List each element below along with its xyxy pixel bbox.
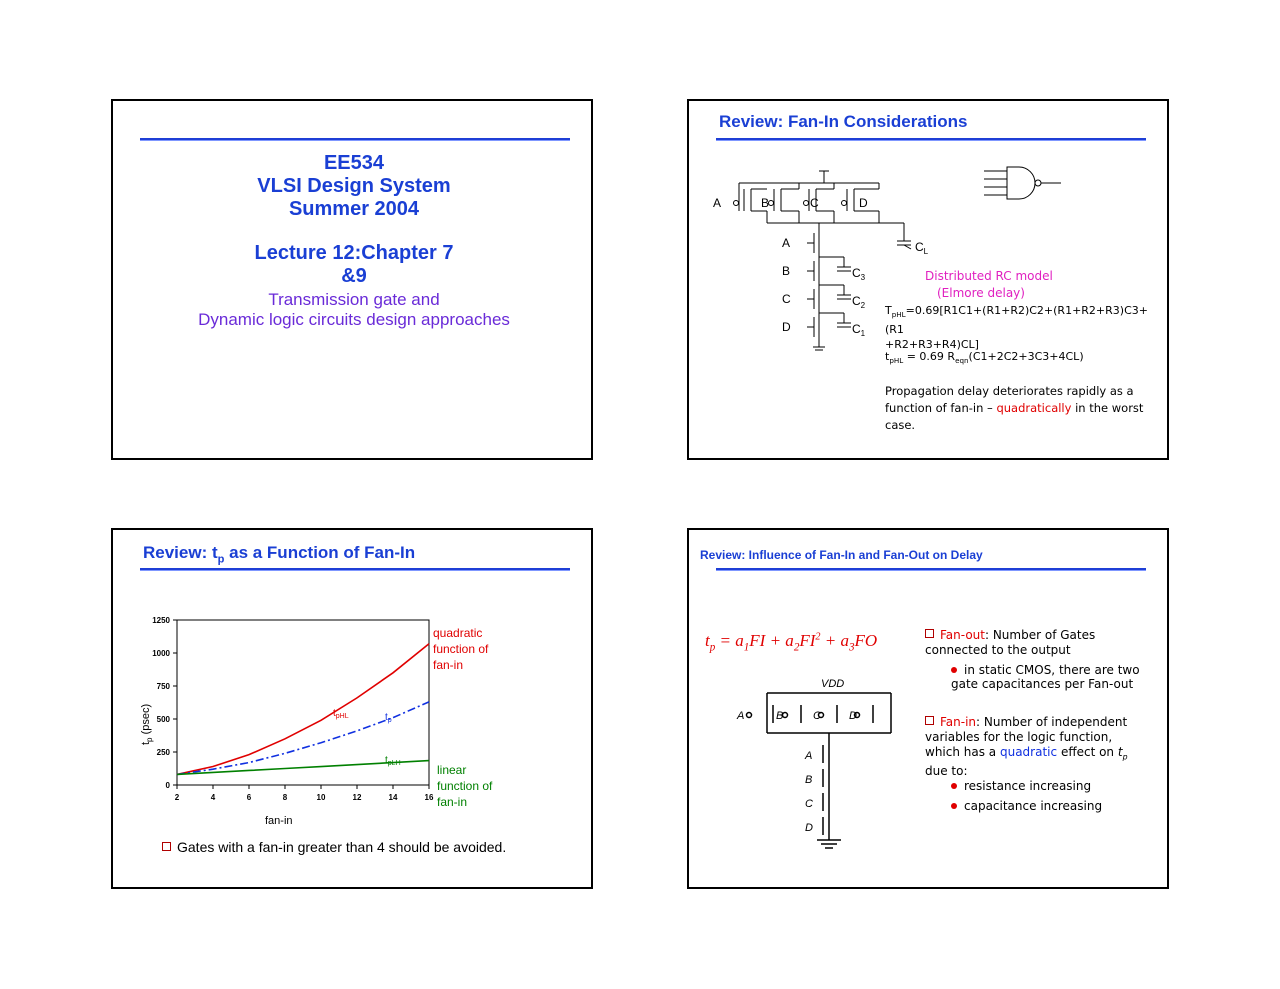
input-a-top: A xyxy=(737,710,745,722)
fanin-subbullet-1: resistance increasing xyxy=(951,779,1091,793)
fanout-subbullet: in static CMOS, there are two gate capacitances per Fan-out xyxy=(951,663,1140,691)
y-tick-label: 250 xyxy=(156,748,170,757)
slide4-title: Review: Influence of Fan-In and Fan-Out on Delay xyxy=(700,548,983,562)
annotation-quadratic: quadratic function of fan-in xyxy=(433,626,489,672)
title-rule xyxy=(716,138,1146,141)
subtitle-line1: Transmission gate and xyxy=(268,290,440,309)
dot-bullet-icon xyxy=(951,667,957,673)
label-cl: $C_L$ xyxy=(915,240,929,256)
title-rule xyxy=(716,568,1146,571)
avoid-note: Gates with a fan-in greater than 4 should be avoided. xyxy=(162,839,506,855)
input-b-bottom: B xyxy=(805,774,813,786)
series-label-tplh: $t_{pLH}$ xyxy=(385,755,401,767)
x-tick-label: 4 xyxy=(210,793,216,802)
x-tick-label: 8 xyxy=(282,793,288,802)
label-b-pmos: B xyxy=(761,196,770,210)
label-b-nmos: B xyxy=(782,264,791,278)
y-tick-label: 750 xyxy=(156,682,170,691)
label-d-pmos: D xyxy=(859,196,868,210)
dot-bullet-icon xyxy=(951,803,957,809)
lecture-line1: Lecture 12:Chapter 7 xyxy=(254,242,454,264)
x-tick-label: 14 xyxy=(388,793,398,802)
fanin-subbullet-2: capacitance increasing xyxy=(951,799,1102,813)
square-bullet-icon xyxy=(925,716,934,725)
slide-tp-vs-fanin xyxy=(111,528,593,889)
label-d-nmos: D xyxy=(782,320,791,334)
model-sublabel: (Elmore delay) xyxy=(937,286,1025,300)
input-c-top: C xyxy=(813,710,821,722)
propagation-delay-note: Propagation delay deteriorates rapidly as a function of fan-in – quadratically in the worst case. xyxy=(885,384,1144,432)
input-d-top: D xyxy=(849,710,857,722)
series-label-tphl: $t_{pHL}$ xyxy=(333,708,349,720)
course-term: Summer 2004 xyxy=(288,198,420,220)
y-tick-label: 0 xyxy=(165,781,170,790)
x-tick-label: 6 xyxy=(246,793,252,802)
checkbox-bullet-icon xyxy=(162,842,171,851)
model-label: Distributed RC model xyxy=(925,269,1053,283)
chart-xlabel: fan-in xyxy=(265,815,293,827)
y-tick-label: 1000 xyxy=(152,649,170,658)
label-c-pmos: C xyxy=(810,196,819,210)
y-tick-label: 500 xyxy=(156,715,170,724)
tphl-short-formula: $t_{pHL} = 0.69$ $R_{eqn}(C1+2C2+3C3+4CL)$ xyxy=(885,350,1084,366)
x-tick-label: 16 xyxy=(424,793,434,802)
delay-formula: $t_p = a_1FI + a_2FI^2 + a_3FO$ xyxy=(705,631,878,654)
x-tick-label: 10 xyxy=(316,793,326,802)
vdd-label: VDD xyxy=(821,678,845,690)
slide-title xyxy=(111,99,593,460)
label-c-nmos: C xyxy=(782,292,791,306)
slide-fanin-fanout-delay xyxy=(687,528,1169,889)
input-c-bottom: C xyxy=(805,798,813,810)
subtitle-line2: Dynamic logic circuits design approaches xyxy=(198,310,510,329)
square-bullet-icon xyxy=(925,629,934,638)
dot-bullet-icon xyxy=(951,783,957,789)
slide2-title: Review: Fan-In Considerations xyxy=(719,112,968,131)
slide3-title: Review: $t_p$ as a Function of Fan-In xyxy=(143,543,416,566)
label-a-nmos: A xyxy=(782,236,791,250)
input-b-top: B xyxy=(776,710,784,722)
input-d-bottom: D xyxy=(805,822,813,834)
label-a-pmos: A xyxy=(713,196,722,210)
x-tick-label: 2 xyxy=(174,793,180,802)
course-title: VLSI Design System xyxy=(257,175,451,197)
nand4-schematic xyxy=(729,675,919,855)
lecture-line2: &9 xyxy=(341,265,367,287)
course-code: EE534 xyxy=(323,152,385,174)
annotation-linear: linear function of fan-in xyxy=(437,763,493,809)
series-label-tp: $t_p$ xyxy=(385,712,392,724)
slide-fanin-considerations xyxy=(687,99,1169,460)
fanin-bullet: Fan-in: Number of independent variables for the logic function, which has a quadratic effect on $t_p$ due to: xyxy=(925,715,1128,779)
label-c2: $C_2$ xyxy=(852,294,866,310)
input-a-bottom: A xyxy=(805,750,813,762)
tphl-elmore-formula: $T_{pHL}=0.69[R1C1+(R1+R2)C2+(R1+R2+R3)C3+(R1$ +R2+R3+R4)CL] xyxy=(885,304,1148,352)
x-tick-label: 12 xyxy=(352,793,362,802)
label-c3: $C_3$ xyxy=(852,266,866,282)
y-tick-label: 1250 xyxy=(152,616,170,625)
label-c1: $C_1$ xyxy=(852,322,866,338)
chart-ylabel: $t_p$ (psec) xyxy=(140,703,154,745)
title-rule xyxy=(140,568,570,571)
fanout-bullet: Fan-out: Number of Gates connected to the output xyxy=(925,628,1096,657)
series-line-tpHL xyxy=(177,644,429,775)
title-rule xyxy=(140,138,570,141)
